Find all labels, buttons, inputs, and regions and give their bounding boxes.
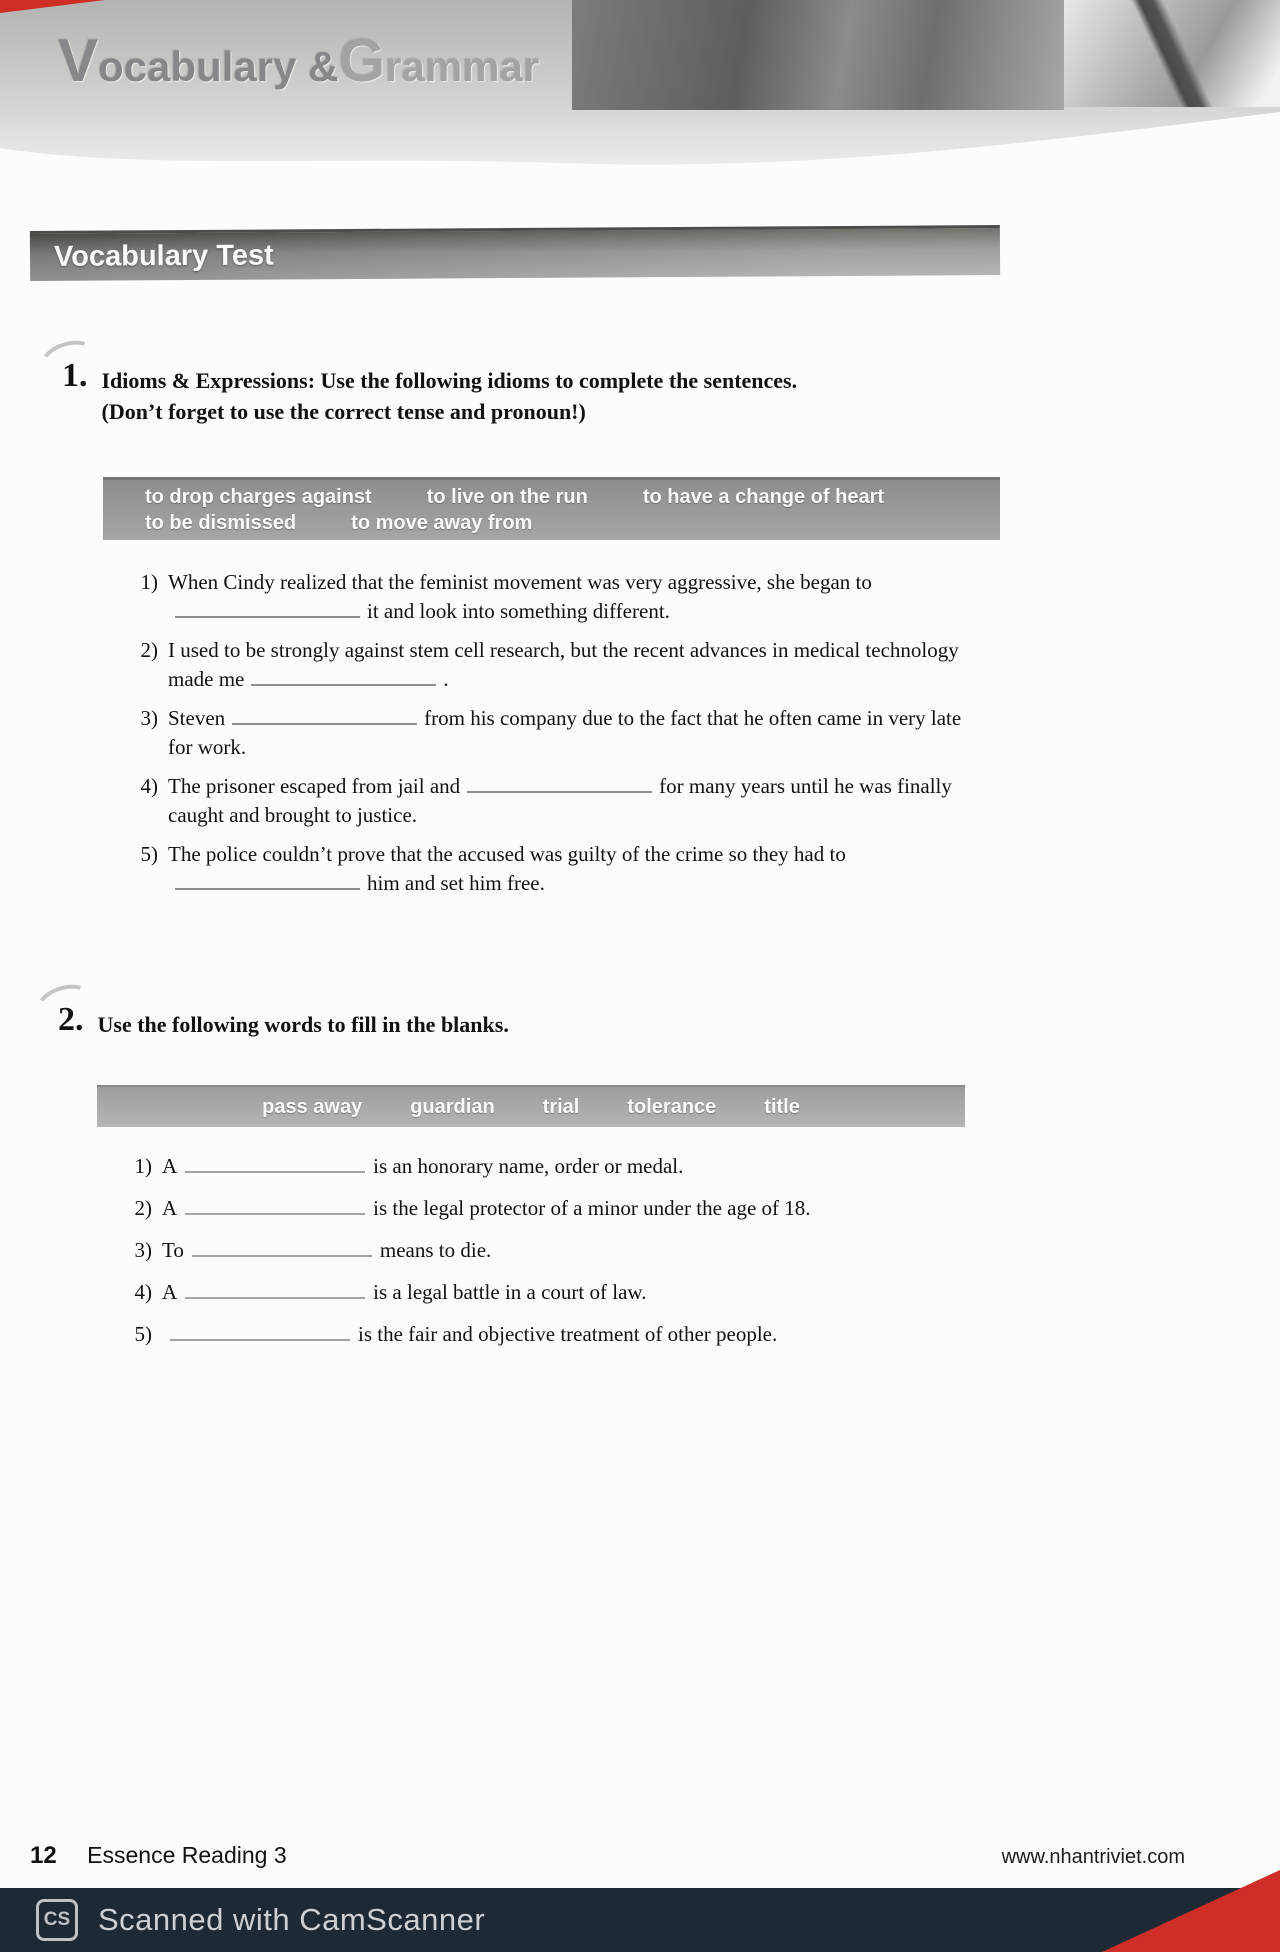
answer-blank — [175, 876, 360, 890]
item-number: 3) — [134, 1238, 152, 1262]
header-photo-hand-pen — [1064, 0, 1280, 107]
item-number: 2) — [140, 638, 158, 662]
word-bank-row — [145, 512, 1000, 535]
item-number: 3) — [140, 706, 158, 730]
camscanner-watermark-bar — [0, 1888, 1280, 1952]
item-number: 4) — [134, 1280, 152, 1304]
title-text-1: ocabulary & — [98, 43, 339, 90]
answer-blank — [185, 1201, 365, 1215]
word-bank-item: to move away from — [351, 511, 533, 534]
item-post: . — [443, 667, 449, 691]
scan-corner-top-left — [0, 0, 105, 13]
item-number: 1) — [140, 570, 158, 594]
item-text — [168, 772, 988, 830]
exercise1-word-bank — [103, 477, 1000, 540]
question-item — [128, 636, 988, 694]
exercise2-title: Use the following words to fill in the blanks. — [97, 1012, 509, 1037]
exercise1-heading — [62, 358, 962, 427]
book-title: Essence Reading 3 — [87, 1842, 287, 1868]
camscanner-brand-text: Scanned with CamScanner — [98, 1902, 486, 1937]
title-text-2: rammar — [385, 43, 540, 90]
exercise1-subtitle: (Don’t forget to use the correct tense and pronoun!) — [101, 399, 586, 424]
item-text — [162, 1194, 1002, 1223]
swoosh-decoration-icon — [32, 978, 96, 1028]
page-footer — [30, 1842, 1185, 1870]
item-text — [168, 704, 988, 762]
word-bank-item: to have a change of heart — [642, 485, 885, 508]
exercise2-word-bank — [97, 1085, 965, 1127]
answer-blank — [467, 779, 652, 793]
word-bank-item: guardian — [410, 1095, 495, 1118]
item-post: him and set him free. — [367, 871, 545, 895]
title-initial-g: G — [338, 27, 386, 94]
page-number: 12 — [30, 1842, 57, 1869]
item-pre: A — [162, 1280, 178, 1304]
swoosh-decoration-icon — [36, 334, 100, 384]
word-bank-item: to drop charges against — [145, 485, 372, 508]
item-post: is the legal protector of a minor under the age of 18. — [373, 1196, 811, 1220]
answer-blank — [192, 1243, 372, 1257]
section-bar-vocabulary-test — [30, 225, 1000, 281]
header-photo-pencil — [572, 0, 1064, 110]
word-bank-item: pass away — [262, 1095, 363, 1118]
exercise1-title: Idioms & Expressions: Use the following idioms to complete the sentences. — [101, 368, 798, 393]
exercise2-number-text: 2. — [58, 1001, 84, 1038]
question-item — [128, 704, 988, 762]
answer-blank — [232, 711, 417, 725]
item-text — [168, 568, 988, 626]
item-number: 5) — [134, 1322, 152, 1346]
item-post: from his company due to the fact that he often came in very late for work. — [168, 706, 962, 759]
item-text — [168, 636, 988, 694]
word-bank-row — [145, 486, 1000, 509]
answer-blank — [251, 672, 436, 686]
word-bank-item: tolerance — [627, 1095, 717, 1118]
title-initial-v: V — [58, 27, 99, 94]
item-pre: The prisoner escaped from jail and — [168, 774, 461, 798]
item-number: 4) — [140, 774, 158, 798]
item-pre: The police couldn’t prove that the accused was guilty of the crime so they had to — [168, 842, 846, 866]
item-pre: A — [162, 1196, 178, 1220]
item-text — [168, 840, 988, 898]
answer-blank — [185, 1159, 365, 1173]
item-number: 1) — [134, 1154, 152, 1178]
question-item — [128, 568, 988, 626]
item-text — [162, 1320, 1002, 1349]
question-item — [122, 1320, 1002, 1349]
item-text — [162, 1236, 1002, 1265]
item-pre: When Cindy realized that the feminist movement was very aggressive, she began to — [168, 570, 872, 594]
footer-left — [30, 1842, 287, 1870]
exercise1-items — [128, 568, 988, 908]
answer-blank — [185, 1285, 365, 1299]
word-bank-item: trial — [542, 1095, 580, 1118]
exercise2-heading — [58, 1002, 958, 1040]
publisher-website: www.nhantriviet.com — [1001, 1846, 1185, 1868]
item-pre: A — [162, 1154, 178, 1178]
word-bank-item: to be dismissed — [145, 511, 297, 534]
exercise1-title-block — [102, 358, 798, 427]
exercise1-number — [62, 358, 88, 427]
page-title — [58, 26, 539, 95]
item-post: means to die. — [379, 1238, 492, 1262]
word-bank-item: to live on the run — [426, 485, 588, 508]
answer-blank — [175, 604, 360, 618]
item-number: 2) — [134, 1196, 152, 1220]
exercise2-number — [58, 1002, 84, 1040]
exercise2-items — [122, 1152, 1002, 1362]
scan-corner-bottom-right — [1102, 1870, 1280, 1952]
exercise1-number-text: 1. — [62, 357, 88, 394]
question-item — [122, 1194, 1002, 1223]
item-post: for many years until he was finally caught and brought to justice. — [168, 774, 952, 827]
item-number: 5) — [140, 842, 158, 866]
item-pre: Steven — [168, 706, 226, 730]
section-bar-label: Vocabulary Test — [53, 239, 274, 273]
camscanner-logo-icon: CS — [36, 1899, 78, 1941]
question-item — [128, 772, 988, 830]
item-post: is an honorary name, order or medal. — [373, 1154, 684, 1178]
item-post: it and look into something different. — [367, 599, 670, 623]
word-bank-item: title — [764, 1095, 800, 1118]
question-item — [128, 840, 988, 898]
item-text — [162, 1278, 1002, 1307]
answer-blank — [170, 1327, 350, 1341]
question-item — [122, 1278, 1002, 1307]
item-pre: To — [162, 1238, 184, 1262]
question-item — [122, 1236, 1002, 1265]
page-header — [0, 0, 1280, 215]
item-post: is the fair and objective treatment of other people. — [358, 1322, 778, 1346]
item-pre: I used to be strongly against stem cell research, but the recent advances in medical technology made me — [168, 638, 959, 691]
item-text — [162, 1152, 1002, 1181]
item-post: is a legal battle in a court of law. — [373, 1280, 647, 1304]
question-item — [122, 1152, 1002, 1181]
exercise2-title-block — [98, 1002, 509, 1040]
